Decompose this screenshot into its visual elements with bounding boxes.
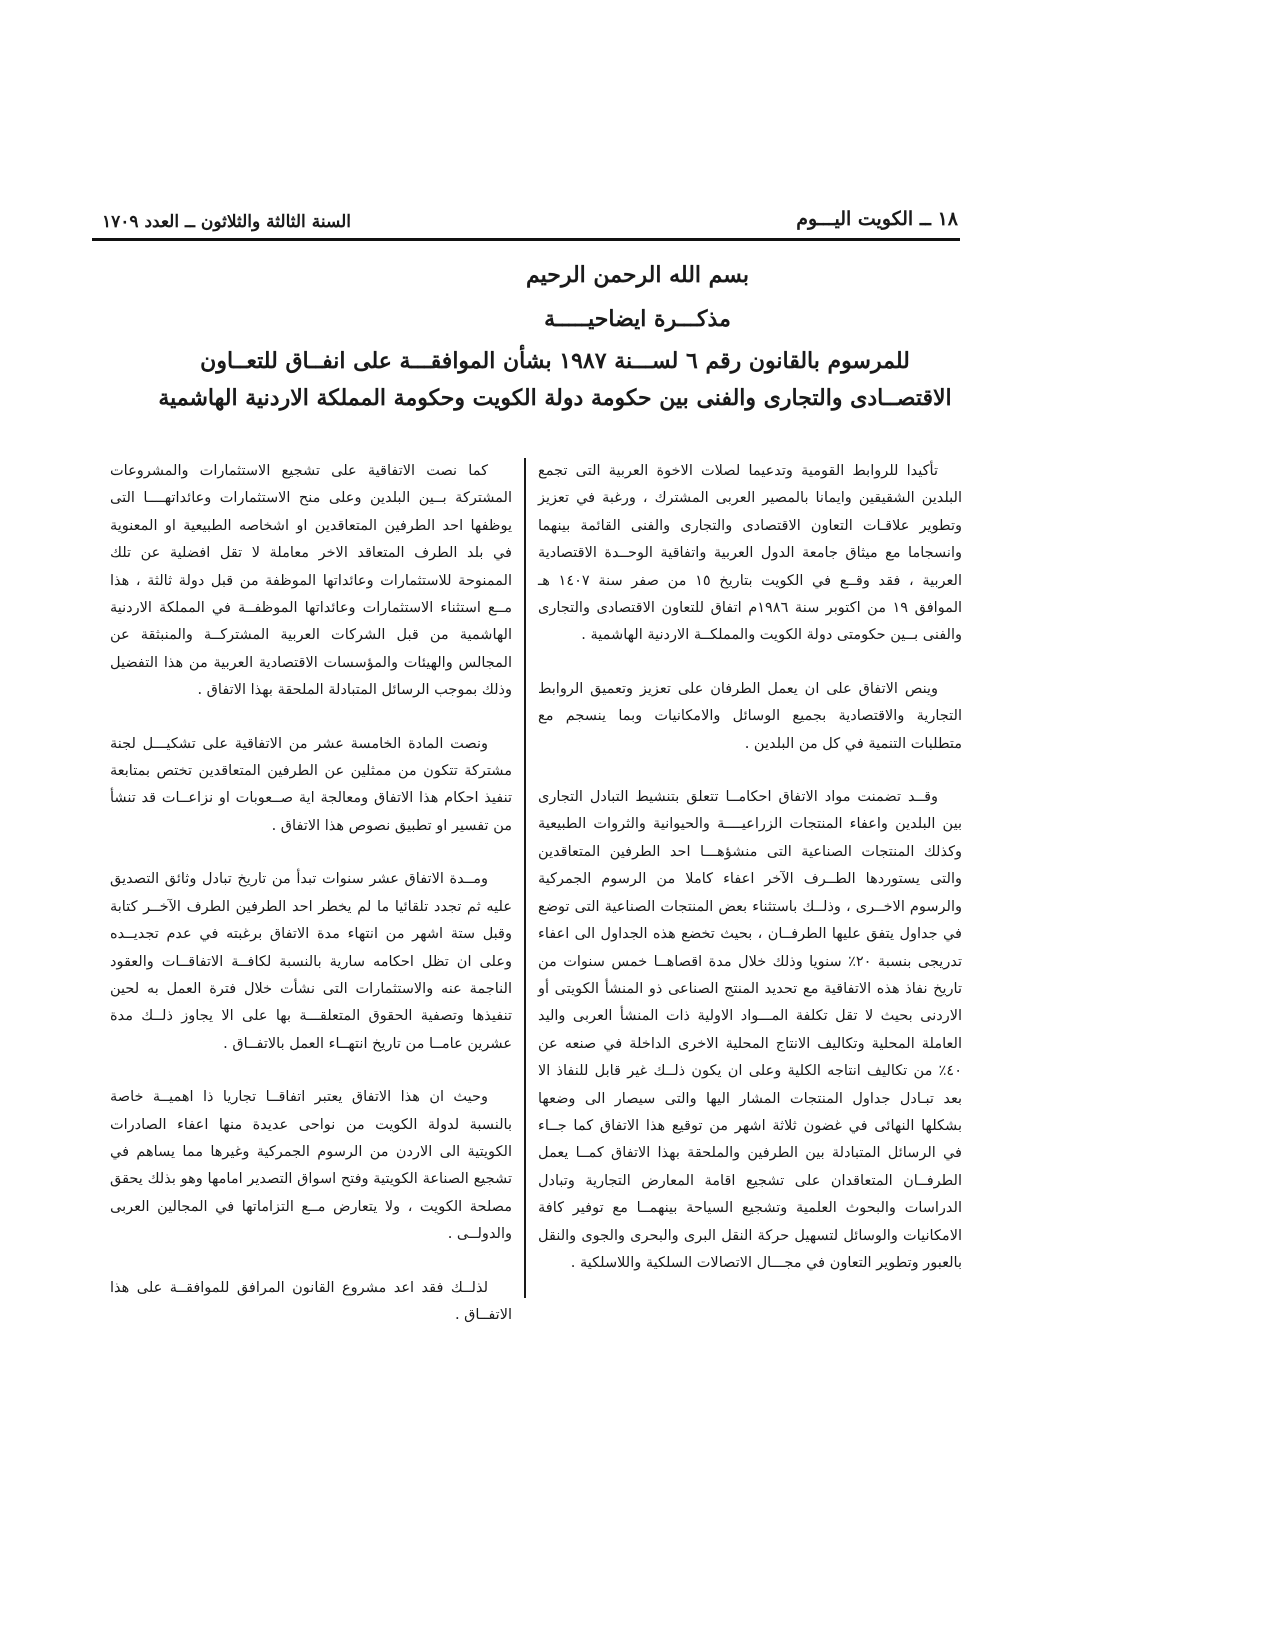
right-column bbox=[538, 458, 962, 1303]
memo-title: مذكـــرة ايضاحيـــــة bbox=[544, 306, 731, 332]
paragraph: لذلــك فقد اعد مشروع القانون المرافق للموافقــة على هذا الاتفــاق . bbox=[110, 1279, 512, 1323]
paragraph: ونصت المادة الخامسة عشر من الاتفاقية على تشكيـــل لجنة مشتركة تتكون من ممثلين عن الطرفين المتعاقدين تختص بمتابعة تنفيذ احكام هذا الاتفاق ومعالجة اية صــعوبات او نزاعــات قد تنشأ من تفسير او تطبيق نصوص هذا الاتفاق . bbox=[110, 735, 512, 834]
paragraph: وقــد تضمنت مواد الاتفاق احكامــا تتعلق بتنشيط التبادل التجارى بين البلدين واعفاء المنتجات الزراعيــــة والحيوانية والثروات الطبيعية وكذلك المنتجات الصناعية التى منشؤهـــا احد الطرفين المتعاقدين والتى يستوردها الطــرف الآخر اعفاء كاملا من الرسوم الجمركية والرسوم الاخــرى ، وذلــك باستثناء بعض المنتجات الصناعية التى توضع في جداول يتفق عليها الطرفــان ، بحيث تخضع هذه الجداول الى اعفاء تدريجى بنسبة ٢٠٪ سنويا وذلك خلال مدة اقصاهــا خمس سنوات من تاريخ نفاذ هذه الاتفاقية مع تحديد المنتج الصناعى ذو المنشأ الكويتى أو الاردنى بحيث لا تقل تكلفة المـــواد الاولية ذات المنشأ العربى واليد العاملة المحلية وتكاليف الانتاج المحلية الاخرى الداخلة في صنعه عن ٤٠٪ من تكاليف انتاجه الكلية وعلى ان يكون ذلــك غير قابل للنفاذ الا بعد تبـادل جداول المنتجات المشار اليها والتى سيصار الى وضعها بشكلها النهائى في غضون ثلاثة اشهر من توقيع هذا الاتفاق كما جــاء في الرسائل المتبادلة بين الطرفين والملحقة بهذا الاتفاق كمــا يعمل الطرفــان المتعاقدان على تشجيع اقامة المعارض التجارية وتبادل الدراسات والبحوث العلمية وتشجيع السياحة بينهمــا مع توفير كافة الامكانيات والوسائل لتسهيل حركة النقل البرى والبحرى والجوى والنقل بالعبور وتطوير التعاون في مجـــال الاتصالات السلكية واللاسلكية . bbox=[538, 789, 962, 1271]
paragraph: وينص الاتفاق على ان يعمل الطرفان على تعزيز وتعميق الروابط التجارية والاقتصادية بجميع الوسائل والامكانيات وبما ينسجم مع متطلبات التنمية في كل من البلدين . bbox=[538, 680, 962, 752]
page-number-title: ١٨ ــ الكويت اليـــوم bbox=[796, 208, 958, 230]
issue-info: السنة الثالثة والثلاثون ــ العدد ١٧٠٩ bbox=[102, 212, 352, 232]
paragraph: تأكيدا للروابط القومية وتدعيما لصلات الاخوة العربية التى تجمع البلدين الشقيقين وايمانا بالمصير العربى المشترك ، ورغبة في تعزيز وتطوير علاقـات التعاون الاقتصادى والتجارى والفنى القائمة بينهما وانسجاما مع ميثاق جامعة الدول العربية واتفاقية الوحــدة الاقتصادية العربية ، فقد وقــع في الكويت بتاريخ ١٥ من صفر سنة ١٤٠٧ هـ الموافق ١٩ من اكتوبر سنة ١٩٨٦م اتفاق للتعاون الاقتصادى والتجارى والفنى بــين حكومتى دولة الكويت والمملكــة الاردنية الهاشمية . bbox=[538, 463, 963, 644]
column-divider bbox=[524, 458, 526, 1298]
basmala: بسم الله الرحمن الرحيم bbox=[525, 262, 750, 288]
left-column bbox=[110, 458, 512, 1355]
decree-title: للمرسوم بالقانون رقم ٦ لســـنة ١٩٨٧ بشأن الموافقـــة على انفــاق للتعــاون الاقتصــادى والتجارى والفنى بين حكومة دولة الكويت وحكومة المملكة الاردنية الهاشمية bbox=[158, 348, 952, 411]
paragraph: وحيث ان هذا الاتفاق يعتبر اتفاقــا تجاريا ذا اهميــة خاصة بالنسبة لدولة الكويت من نواحى عديدة منها اعفاء الصادرات الكويتية الى الاردن من الرسوم الجمركية وغيرها مما يساهم في تشجيع الصناعة الكويتية وفتح اسواق التصدير امامها وهو بذلك يحقق مصلحة الكويت ، ولا يتعارض مــع التزاماتها في المجالين العربى والدولــى . bbox=[110, 1089, 512, 1243]
paragraph: كما نصت الاتفاقية على تشجيع الاستثمارات والمشروعات المشتركة بــين البلدين وعلى منح الاستثمارات وعائداتهــــا التى يوظفها احد الطرفين المتعاقدين او اشخاصه الطبيعية او المعنوية في بلد الطرف المتعاقد الاخر معاملة لا تقل افضلية عن تلك الممنوحة للاستثمارات وعائداتها الموظفة من قبل دولة ثالثة ، هذا مــع استثناء الاستثمارات وعائداتها الموظفــة في المملكة الاردنية الهاشمية من قبل الشركات العربية المشتركــة والمنبثقة عن المجالس والهيئات والمؤسسات الاقتصادية العربية من هذا التفضيل وذلك بموجب الرسائل المتبادلة الملحقة بهذا الاتفاق . bbox=[110, 463, 512, 699]
page-header bbox=[92, 188, 960, 241]
paragraph: ومــدة الاتفاق عشر سنوات تبدأ من تاريخ تبادل وثائق التصديق عليه ثم تجدد تلقائيا ما لم يخطر احد الطرفين الطرف الآخــر كتابة وقبل ستة اشهر من انتهاء مدة الاتفاق برغبته في عدم تجديــده وعلى ان تظل احكامه سارية بالنسبة لكافــة الاتفاقــات والعقود الناجمة عنه والاستثمارات التى نشأت خلال فترة العمل به لحين تنفيذها وتصفية الحقوق المتعلقـــة بها على الا يجاوز ذلــك مدة عشرين عامــا من تاريخ انتهــاء العمل بالاتفــاق . bbox=[110, 871, 512, 1052]
